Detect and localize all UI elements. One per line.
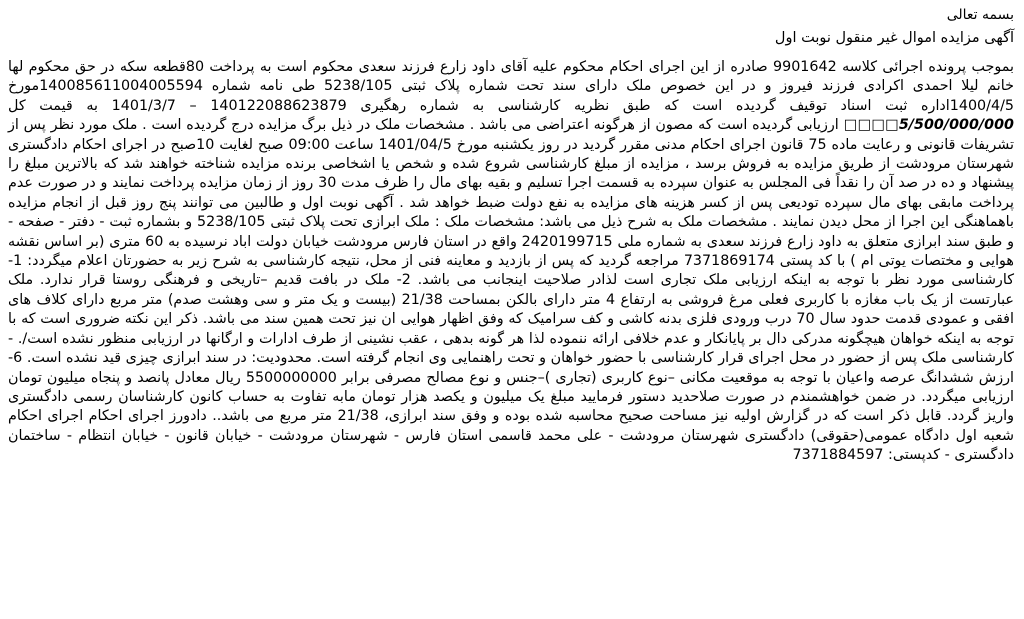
notice-title: آگهی مزایده اموال غیر منقول نوبت اول bbox=[774, 30, 1014, 46]
notice-heading: بسمه تعالی bbox=[946, 7, 1014, 23]
price-placeholder-boxes: □□□□ bbox=[843, 117, 899, 134]
appraised-price: 5/500/000/000 bbox=[898, 117, 1014, 134]
notice-body-part-2: ارزیابی گردیده است که مصون از هرگونه اعتراضی می باشد . مشخصات ملک در ذیل برگ مزایده درج گردیده است . ملک مورد نظر پس از تشریفات قانونی و رعایت ماده 75 قانون اجرای احکام مدنی مقرر گردید در روز یکشنبه مورخ 1401/04/5 ساعت 09:00 صبح لغایت 10صبح در اجرای احکام دادگستری شهرستان مرودشت از طریق مزایده به فروش برسد ، مزایده از مبلغ کارشناسی شروع شده و شخص یا اشخاصی برنده مزایده شناخته خواهند شد که بالاترین مبلغ را پیشنهاد و ده در صد آن را نقداً فی المجلس به عنوان سپرده به قسمت اجرا تسلیم و بقیه بهای مال را ظرف مدت 30 روز از زمان مزایده پرداخت نمایند و در صورت عدم پرداخت مابقی بهای مال سپرده تودیعی پس از کسر هزینه های مزایده به نفع دولت ضبط خواهد شد . آگهی نوبت اول و طالبین می توانند پنج روز قبل از انجام مزایده باهماهنگی این اجرا از محل دیدن نمایند . مشخصات ملک به شرح ذیل می باشد: مشخصات ملک : ملک ابرازی تحت پلاک ثبتی 5238/105 و بشماره ثبت - دفتر - صفحه - و طبق سند ابرازی متعلق به داود زارع فرزند سعدی به شماره ملی 2420199715 واقع در استان فارس مرودشت خیابان دولت اباد نرسیده به 60 متری (بر اساس نقشه هوایی و مختصات یوتی ام ) با کد پستی 7371869174 مراجعه گردید که پس از بازدید و معاینه فنی از محل، نتیجه کارشناسی به شرح زیر به حضورتان اعلام میگردد: 1- کارشناسی مورد نظر با توجه به اینکه ارزیابی ملک تجاری است لذادر صلاحیت اینجانب می باشد. 2- ملک در بافت قدیم –تاریخی و فرهنگی روستا قرار ندارد. ملک عبارتست از یک باب مغازه با کاربری فعلی مرغ فروشی به ارتفاع 4 متر دارای بالکن بمساحت 21/38 (بیست و یک متر و سی وهشت صدم) متر مربع دارای کلاف های افقی و عمودی قدمت حدود سال 70 درب ورودی فلزی بدنه کاشی و کف سرامیک که وفق اظهار هوایی ان نیز تحت همین سند می باشد. ذکر این نکته ضروری است که با توجه به اینکه خواهان هیچگونه مدرکی دال بر پایانکار و عدم خلافی ارائه ننموده لذا هر گونه بدهی ، عقب نشینی از طرف ادارات و ارگانها در ارزیابی منظور نشده است/. - کارشناسی ملک پس از حضور در محل اجرای قرار کارشناسی با حضور خواهان و تحت راهنمایی وی انجام گرفته است. محدودیت: در سند ابرازی چیزی قید نشده است. 6- ارزش ششدانگ عرصه واعیان با توجه به موقعیت مکانی –نوع کاربری (تجاری )–جنس و نوع مصالح مصرفی برابر 5500000000 ریال معادل پانصد و پنجاه میلیون تومان ارزیابی میگردد. در ضمن خواهشمندم در صورت صلاحدید دستور فرمایید مبلغ یک میلیون و یکصد هزار تومان مابه تفاوت به حساب کانون کارشناسان رسمی دادگستری واریز گردد. قابل ذکر است که در گزارش اولیه نیز مساحت صحیح محاسبه شده بوده و وفق سند ابرازی، 21/38 متر مربع می باشد.. دادورز اجرای احکام اجرای احکام شعبه اول دادگاه عمومی(حقوقی) دادگستری شهرستان مرودشت - علی محمد قاسمی استان فارس - شهرستان مرودشت - خیابان قانون - خیابان انتظام - ساختمان دادگستری - کدپستی: 7371884597 bbox=[8, 117, 1015, 464]
notice-body-part-1: بموجب پرونده اجرائی کلاسه 9901642 صادره از این اجرای احکام محکوم علیه آقای داود زارع فرزند سعدی محکوم است به پرداخت 80قطعه سکه در حق محکوم لها خانم لیلا احمدی اکرادی فرزند فیروز و در این خصوص ملک دارای سند تحت شماره پلاک ثبتی 5238/105 طی نامه شماره 140085611004005594مورخ 1400/4/5اداره ثبت اسناد توقیف گردیده است که طبق نظریه کارشناسی به شماره رهگیری 140122088623879 – 1401/3/7 به قیمت کل bbox=[8, 59, 1014, 114]
notice-body bbox=[8, 58, 1014, 466]
